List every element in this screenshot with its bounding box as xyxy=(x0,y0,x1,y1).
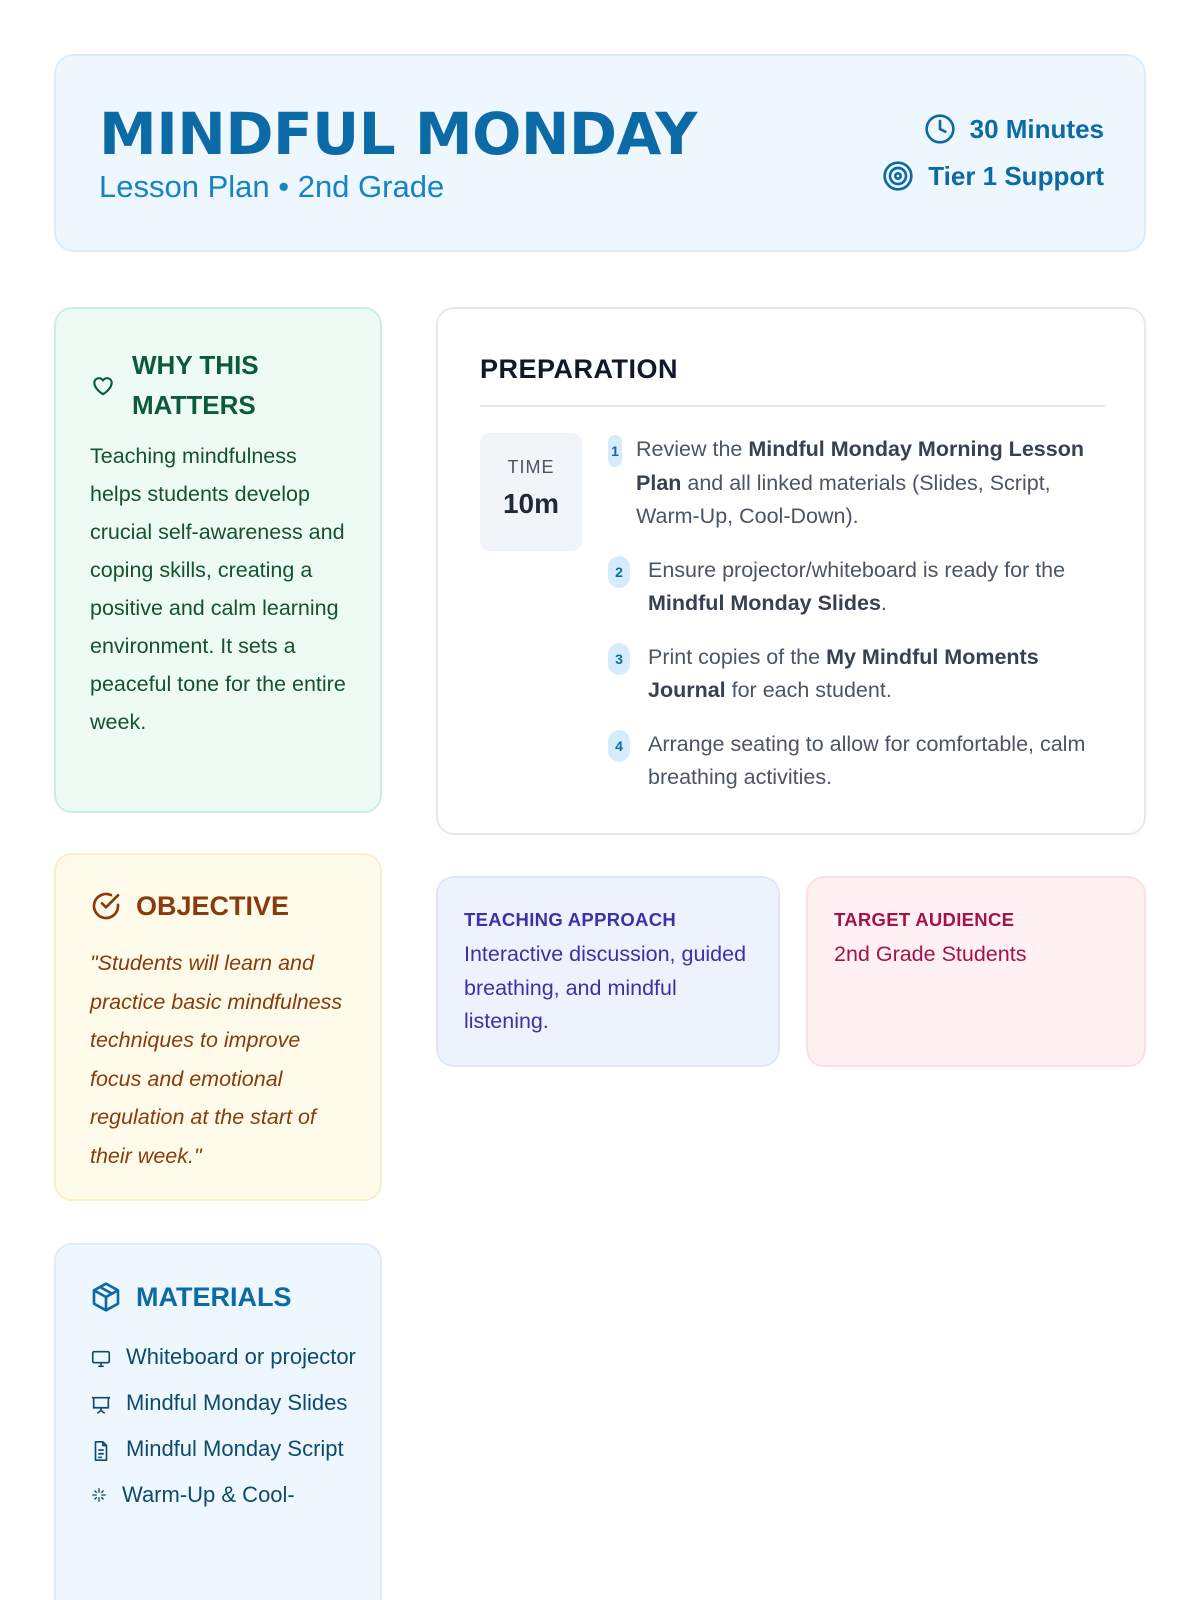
step-text: Print copies of the My Mindful Moments Journal for each student. xyxy=(648,644,1039,702)
preparation-steps xyxy=(608,433,1098,815)
objective-header xyxy=(90,890,289,922)
step-text: Review the Mindful Monday Morning Lesson Plan and all linked materials (Slides, Script, Warm-Up, Cool-Down). xyxy=(636,437,1084,528)
list-item xyxy=(90,1386,360,1419)
sparkle-icon xyxy=(90,1486,108,1504)
duration-row xyxy=(882,112,1104,146)
list-item xyxy=(90,1340,360,1373)
objective-card xyxy=(54,853,382,1201)
tier-text: Tier 1 Support xyxy=(928,160,1104,191)
step-text: Ensure projector/whiteboard is ready for the Mindful Monday Slides. xyxy=(648,557,1066,615)
material-label: Mindful Monday Slides xyxy=(126,1390,348,1415)
page-subtitle: Lesson Plan • 2nd Grade xyxy=(99,169,445,204)
materials-card xyxy=(54,1243,382,1600)
step-text: Arrange seating to allow for comfortable, calm breathing activities. xyxy=(648,731,1086,789)
check-circle-icon xyxy=(90,890,122,922)
list-item xyxy=(608,641,1098,708)
audience-body: 2nd Grade Students xyxy=(834,942,1027,966)
materials-list xyxy=(90,1340,360,1524)
why-header xyxy=(90,345,292,425)
target-icon xyxy=(882,160,914,192)
presentation-icon xyxy=(90,1394,112,1416)
preparation-card xyxy=(436,307,1146,835)
tier-row xyxy=(882,159,1104,193)
target-audience-card xyxy=(806,876,1146,1067)
materials-title: MATERIALS xyxy=(136,1281,292,1312)
approach-body: Interactive discussion, guided breathing, and mindful listening. xyxy=(464,942,747,1033)
heart-icon xyxy=(90,372,116,398)
time-box xyxy=(480,433,582,551)
header-meta xyxy=(882,112,1104,206)
step-number: 3 xyxy=(608,643,630,675)
time-label: TIME xyxy=(507,457,555,477)
step-number: 2 xyxy=(608,556,630,588)
divider xyxy=(480,405,1105,407)
objective-title: OBJECTIVE xyxy=(136,890,290,921)
monitor-icon xyxy=(90,1348,112,1370)
material-label: Warm-Up & Cool- xyxy=(122,1482,295,1507)
list-item xyxy=(608,554,1098,621)
preparation-title: PREPARATION xyxy=(480,354,679,384)
list-item xyxy=(90,1432,360,1465)
why-title: WHY THIS MATTERS xyxy=(132,350,259,420)
audience-label: TARGET AUDIENCE xyxy=(834,909,1015,930)
header-card xyxy=(54,54,1146,252)
document-icon xyxy=(90,1440,112,1462)
why-this-matters-card xyxy=(54,307,382,813)
page-title: MINDFUL MONDAY xyxy=(99,100,697,168)
time-value: 10m xyxy=(502,488,560,519)
material-label: Mindful Monday Script xyxy=(126,1436,344,1461)
objective-body: "Students will learn and practice basic mindfulness techniques to improve focus and emotional regulation at the start of their week." xyxy=(90,951,343,1168)
list-item xyxy=(90,1478,360,1511)
list-item xyxy=(608,728,1098,795)
duration-text: 30 Minutes xyxy=(969,113,1104,144)
clock-icon xyxy=(924,113,956,145)
material-label: Whiteboard or projector xyxy=(126,1344,356,1369)
list-item xyxy=(608,433,1098,534)
step-number: 1 xyxy=(608,435,622,467)
step-number: 4 xyxy=(608,730,630,762)
why-body: Teaching mindfulness helps students develop crucial self-awareness and coping skills, creating a positive and calm learning environment. It sets a peaceful tone for the entire week. xyxy=(90,444,346,734)
box-icon xyxy=(90,1281,122,1313)
approach-label: TEACHING APPROACH xyxy=(464,909,677,930)
teaching-approach-card xyxy=(436,876,780,1067)
materials-header xyxy=(90,1281,292,1313)
